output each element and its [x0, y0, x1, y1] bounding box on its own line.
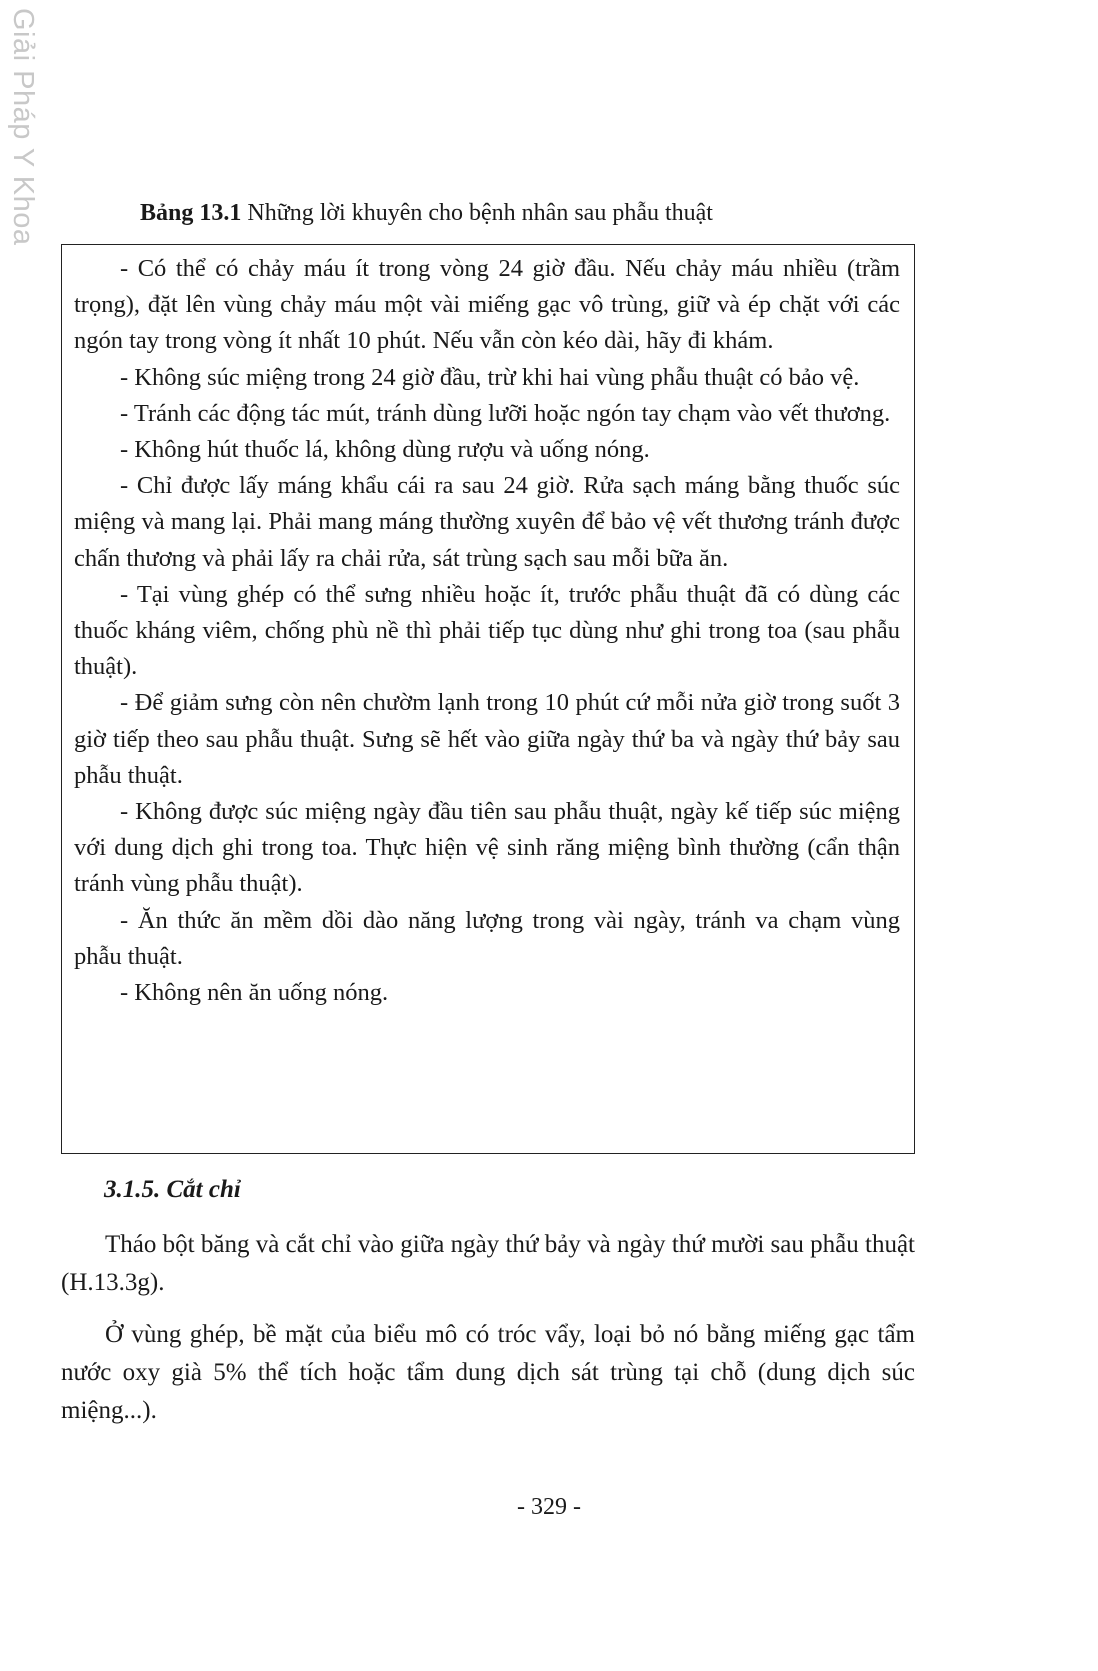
- section-heading: 3.1.5. Cắt chỉ: [104, 1176, 241, 1203]
- watermark: Giải Pháp Y Khoa: [7, 8, 39, 246]
- advice-item: - Tránh các động tác mút, tránh dùng lưỡi hoặc ngón tay chạm vào vết thương.: [120, 399, 891, 427]
- advice-item: - Tại vùng ghép có thể sưng nhiều hoặc ít, trước phẫu thuật đã có dùng các thuốc kháng viêm, chống phù nề thì phải tiếp tục dùng như ghi trong toa (sau phẫu thuật).: [74, 580, 900, 681]
- table-number: Bảng 13.1: [140, 200, 242, 226]
- advice-table-box: [61, 244, 915, 1154]
- advice-item: - Không nên ăn uống nóng.: [120, 979, 389, 1007]
- table-title: Những lời khuyên cho bệnh nhân sau phẫu thuật: [241, 200, 713, 226]
- advice-item: - Không được súc miệng ngày đầu tiên sau phẫu thuật, ngày kế tiếp súc miệng với dung dịch ghi trong toa. Thực hiện vệ sinh răng miệng bình thường (cẩn thận tránh vùng phẫu thuật).: [74, 798, 900, 898]
- page-number: - 329 -: [517, 1494, 581, 1520]
- advice-item: - Để giảm sưng còn nên chườm lạnh trong 10 phút cứ mỗi nửa giờ trong suốt 3 giờ tiếp theo sau phẫu thuật. Sưng sẽ hết vào giữa ngày thứ ba và ngày thứ bảy sau phẫu thuật.: [74, 689, 900, 789]
- body-paragraph: Tháo bột băng và cắt chỉ vào giữa ngày thứ bảy và ngày thứ mười sau phẫu thuật (H.13.3g).: [61, 1231, 915, 1296]
- advice-item: - Ăn thức ăn mềm dồi dào năng lượng trong vài ngày, tránh va chạm vùng phẫu thuật.: [74, 906, 900, 970]
- advice-item: - Có thể có chảy máu ít trong vòng 24 giờ đầu. Nếu chảy máu nhiều (trầm trọng), đặt lên vùng chảy máu một vài miếng gạc vô trùng, giữ và ép chặt với các ngón tay trong vòng ít nhất 10 phút. Nếu vẫn còn kéo dài, hãy đi khám.: [74, 255, 900, 355]
- advice-item: - Không hút thuốc lá, không dùng rượu và uống nóng.: [120, 436, 650, 464]
- advice-item: - Không súc miệng trong 24 giờ đầu, trừ khi hai vùng phẫu thuật có bảo vệ.: [120, 363, 860, 391]
- body-paragraph: Ở vùng ghép, bề mặt của biểu mô có tróc vẩy, loại bỏ nó bằng miếng gạc tẩm nước oxy già 5% thể tích hoặc tẩm dung dịch sát trùng tại chỗ (dung dịch súc miệng...).: [61, 1321, 915, 1424]
- table-caption: [140, 198, 713, 228]
- advice-item: - Chỉ được lấy máng khẩu cái ra sau 24 giờ. Rửa sạch máng bằng thuốc súc miệng và mang lại. Phải mang máng thường xuyên để bảo vệ vết thương tránh được chấn thương và phải lấy ra chải rửa, sát trùng sạch sau mỗi bữa ăn.: [74, 472, 900, 572]
